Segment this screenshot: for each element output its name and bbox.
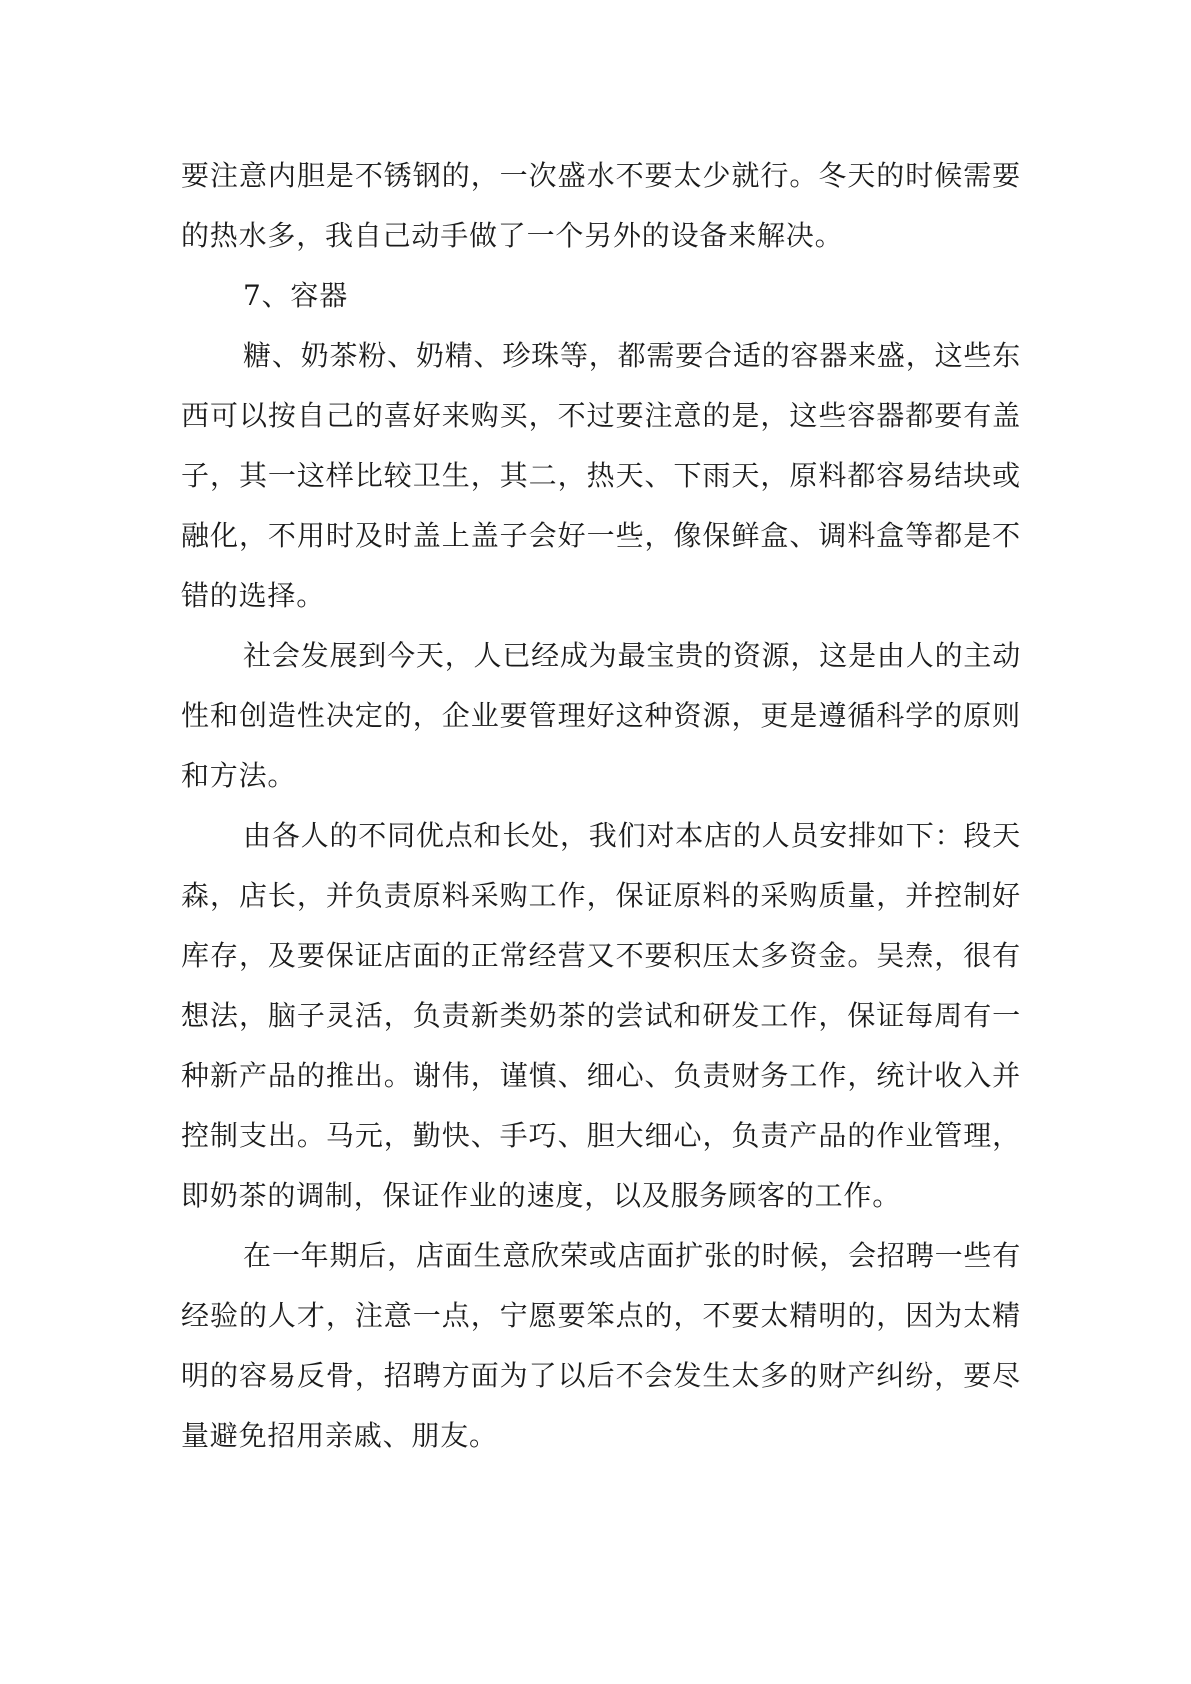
heading-containers: 7、容器: [243, 279, 349, 312]
paragraph-recruitment: 在一年期后，店面生意欣荣或店面扩张的时候，会招聘一些有经验的人才，注意一点，宁愿要笨点的，不要太精明的，因为太精明的容易反骨，招聘方面为了以后不会发生太多的财产纠纷，要尽量避免招用亲戚、朋友。: [181, 1239, 1021, 1452]
paragraph-staff-arrangement: 由各人的不同优点和长处，我们对本店的人员安排如下：段天森，店长，并负责原料采购工作，保证原料的采购质量，并控制好库存，及要保证店面的正常经营又不要积压太多资金。吴焘，很有想法，脑子灵活，负责新类奶茶的尝试和研发工作，保证每周有一种新产品的推出。谢伟，谨慎、细心、负责财务工作，统计收入并控制支出。马元，勤快、手巧、胆大细心，负责产品的作业管理，即奶茶的调制，保证作业的速度，以及服务顾客的工作。: [181, 819, 1021, 1212]
paragraph-water-heater: 要注意内胆是不锈钢的，一次盛水不要太少就行。冬天的时候需要的热水多，我自己动手做了一个另外的设备来解决。: [181, 159, 1021, 252]
document-body: [181, 146, 1021, 1466]
paragraph-human-resources: 社会发展到今天，人已经成为最宝贵的资源，这是由人的主动性和创造性决定的，企业要管理好这种资源，更是遵循科学的原则和方法。: [181, 639, 1021, 792]
paragraph-containers: 糖、奶茶粉、奶精、珍珠等，都需要合适的容器来盛，这些东西可以按自己的喜好来购买，不过要注意的是，这些容器都要有盖子，其一这样比较卫生，其二，热天、下雨天，原料都容易结块或融化，不用时及时盖上盖子会好一些，像保鲜盒、调料盒等都是不错的选择。: [181, 339, 1021, 612]
